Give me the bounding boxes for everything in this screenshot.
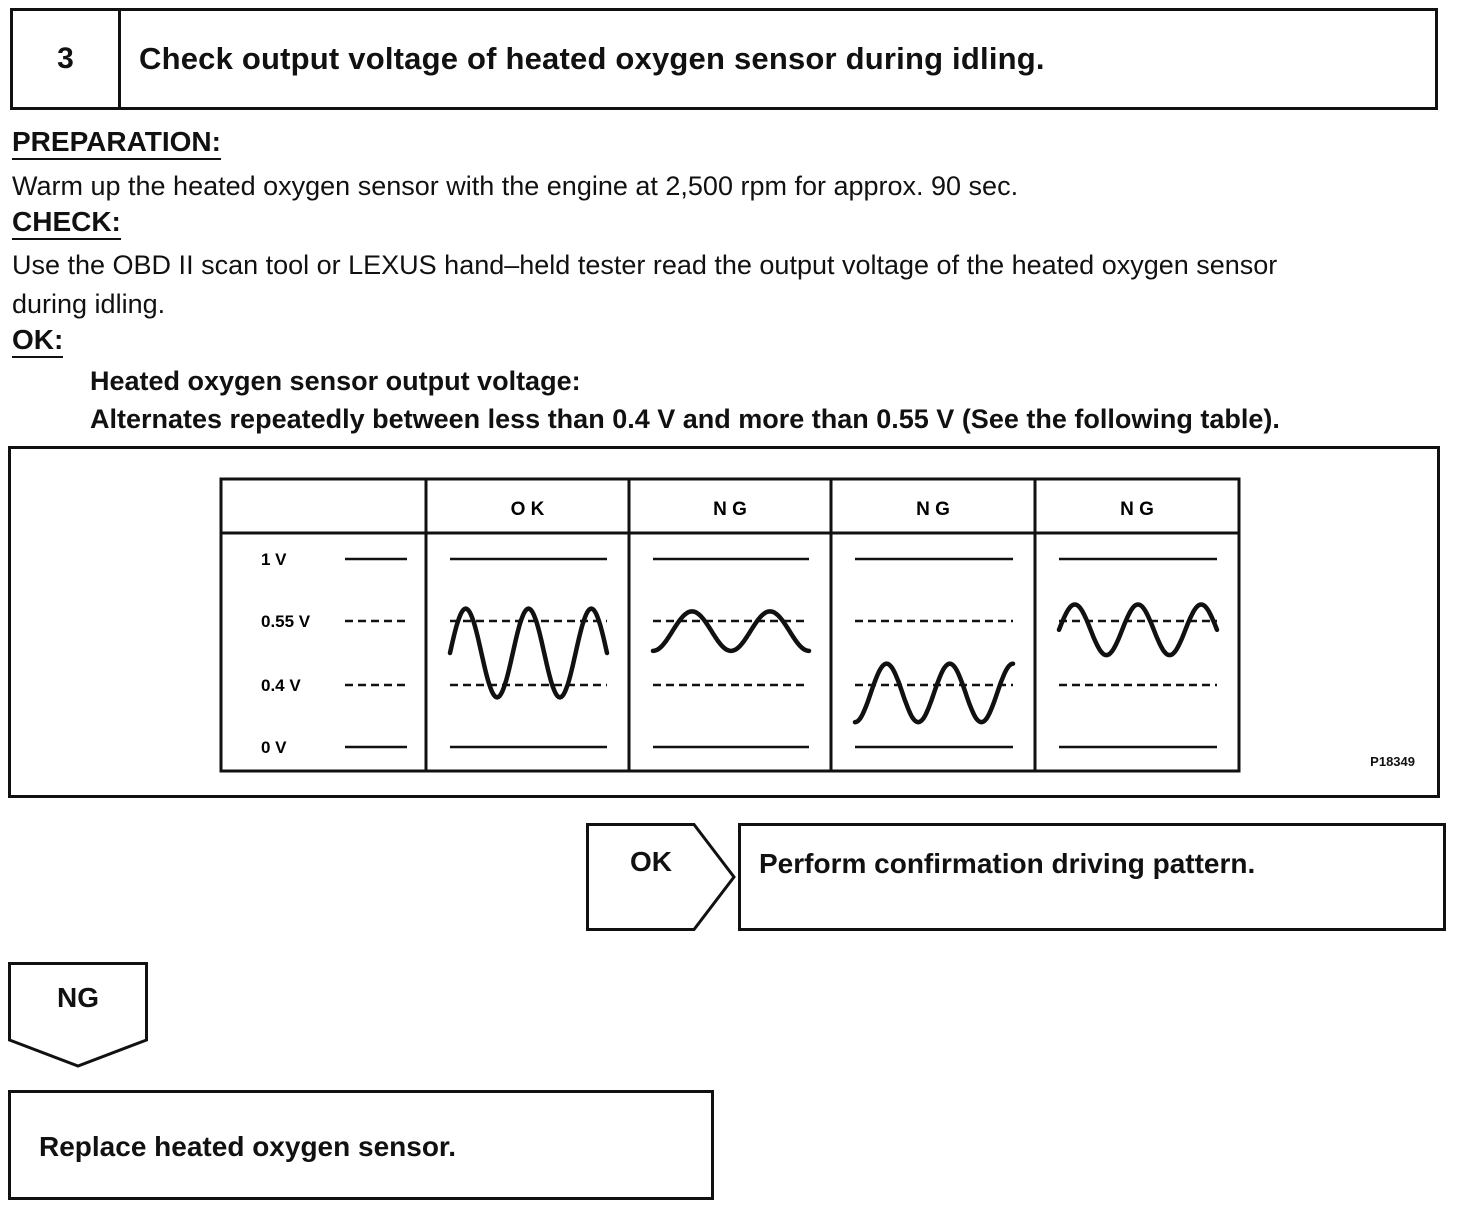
ng-action-text: Replace heated oxygen sensor. bbox=[39, 1131, 457, 1162]
ok-spec-line-1: Heated oxygen sensor output voltage: bbox=[90, 366, 581, 396]
column-header: N G bbox=[713, 499, 747, 520]
waveform-table bbox=[11, 449, 1437, 795]
ok-action-box bbox=[738, 823, 1446, 931]
preparation-label: PREPARATION: bbox=[12, 126, 221, 158]
step-number: 3 bbox=[13, 11, 121, 107]
voltage-waveform bbox=[653, 611, 809, 651]
ok-flow-label: OK bbox=[630, 846, 672, 877]
check-text-line-2: during idling. bbox=[12, 289, 166, 319]
voltage-level-label: 0 V bbox=[261, 738, 287, 757]
voltage-level-label: 1 V bbox=[261, 550, 287, 569]
voltage-level-label: 0.4 V bbox=[261, 676, 301, 695]
ng-action-box bbox=[8, 1090, 714, 1200]
ok-flow-tag bbox=[586, 823, 736, 931]
check-text-line-1: Use the OBD II scan tool or LEXUS hand–held tester read the output voltage of the heated oxygen sensor bbox=[12, 250, 1278, 280]
ok-spec-line-2: Alternates repeatedly between less than 0.4 V and more than 0.55 V (See the following table). bbox=[90, 404, 1280, 434]
ok-label: OK: bbox=[12, 324, 63, 356]
voltage-level-label: 0.55 V bbox=[261, 612, 311, 631]
ng-flow-label: NG bbox=[57, 982, 99, 1013]
voltage-waveform-figure bbox=[8, 446, 1440, 798]
column-header: N G bbox=[916, 499, 950, 520]
voltage-waveform bbox=[1059, 605, 1217, 656]
step-title: Check output voltage of heated oxygen sensor during idling. bbox=[139, 41, 1045, 76]
column-header: O K bbox=[510, 499, 545, 520]
voltage-waveform bbox=[855, 664, 1013, 723]
ng-flow-tag bbox=[8, 962, 148, 1070]
ng-arrow-icon bbox=[8, 962, 148, 1070]
column-header: N G bbox=[1120, 499, 1154, 520]
figure-code: P18349 bbox=[1370, 754, 1415, 769]
preparation-text: Warm up the heated oxygen sensor with the engine at 2,500 rpm for approx. 90 sec. bbox=[12, 171, 1019, 201]
ok-action-text: Perform confirmation driving pattern. bbox=[759, 848, 1256, 879]
step-header bbox=[10, 8, 1438, 110]
check-label: CHECK: bbox=[12, 206, 121, 238]
